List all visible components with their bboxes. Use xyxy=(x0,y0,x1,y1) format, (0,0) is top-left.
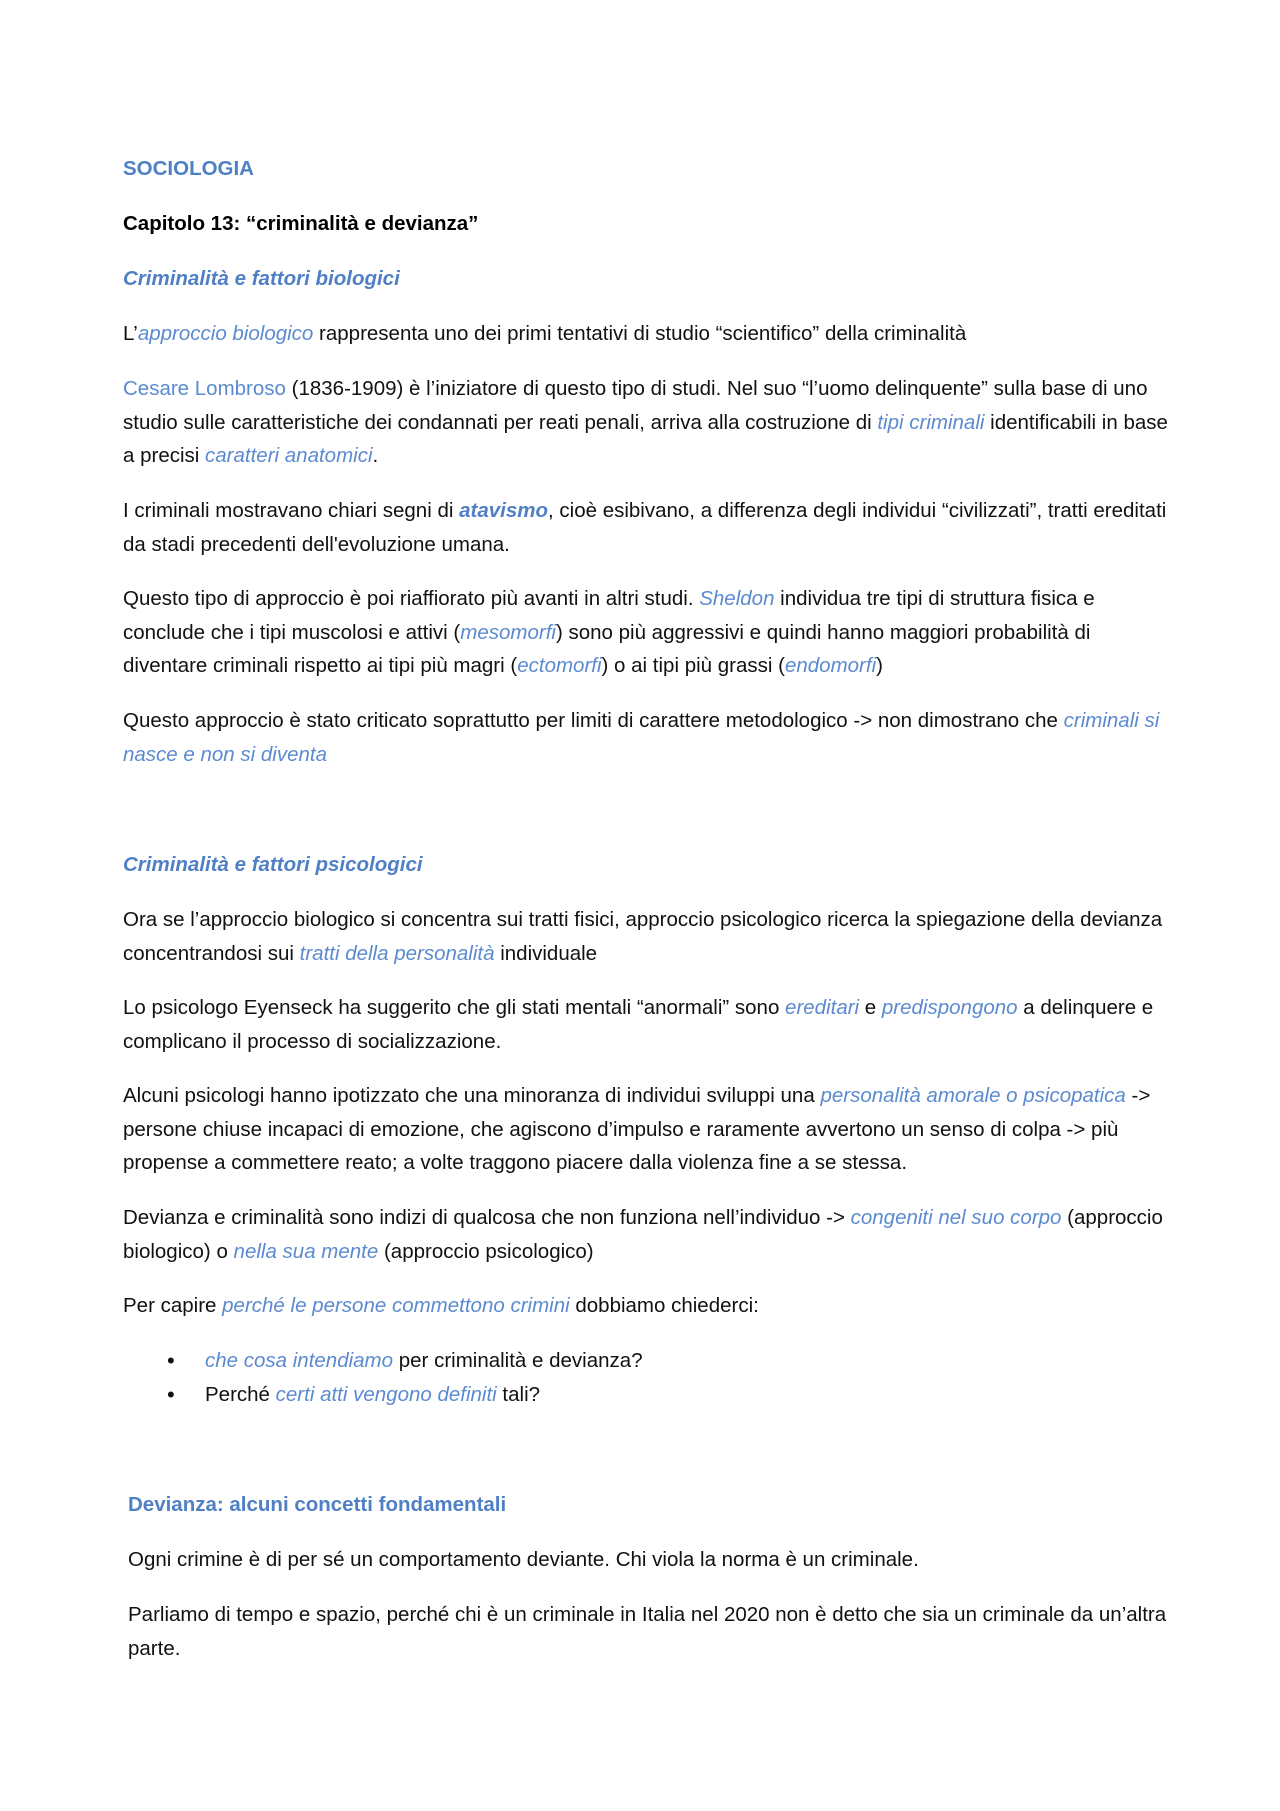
document-title: SOCIOLOGIA xyxy=(123,157,254,180)
section-heading-biologici: Criminalità e fattori biologici xyxy=(123,267,400,290)
highlight-term: perché le persone commettono crimini xyxy=(222,1294,570,1317)
chapter-title: Capitolo 13: “criminalità e devianza” xyxy=(123,212,479,235)
highlight-term: personalità amorale o psicopatica xyxy=(820,1084,1126,1107)
paragraph: Parliamo di tempo e spazio, perché chi è un criminale in Italia nel 2020 non è detto che sia un criminale da un’altra parte. xyxy=(128,1603,1167,1660)
highlight-term: caratteri anatomici xyxy=(205,444,373,467)
highlight-term: Cesare Lombroso xyxy=(123,377,286,400)
highlight-term: nella sua mente xyxy=(233,1239,379,1263)
highlight-term: endomorfi xyxy=(784,654,877,677)
highlight-term: atavismo xyxy=(459,499,548,522)
highlight-term: predispongono xyxy=(881,996,1018,1019)
highlight-term: ereditari xyxy=(785,996,860,1019)
highlight-term: approccio biologico xyxy=(137,322,314,345)
paragraph: Cesare Lombroso (1836-1909) è l’iniziatore di questo tipo di studi. Nel suo “l’uomo delinquente” sulla base di uno studio sulle caratteristiche dei condannati per reati penali, arriva alla costruzione di tipi criminali identificabili in base a precisi caratteri anatomici. xyxy=(123,377,1168,467)
paragraph: Ogni crimine è di per sé un comportamento deviante. Chi viola la norma è un criminale. xyxy=(128,1548,919,1571)
highlight-term: congeniti nel suo corpo xyxy=(850,1206,1062,1229)
highlight-term: criminali si nasce e non si diventa xyxy=(123,709,1160,766)
paragraph: Alcuni psicologi hanno ipotizzato che una minoranza di individui sviluppi una personalità amorale o psicopatica -> persone chiuse incapaci di emozione, che agiscono d’impulso e raramente avvertono un senso di colpa -> più propense a commettere reato; a volte traggono piacere dalla violenza fine a se stessa. xyxy=(123,1084,1151,1174)
list-item: • che cosa intendiamo per criminalità e devianza? xyxy=(123,1344,1173,1378)
highlight-term: Sheldon xyxy=(699,587,775,610)
bullet-icon: • xyxy=(167,1348,175,1373)
paragraph: Lo psicologo Eyenseck ha suggerito che gli stati mentali “anormali” sono ereditari e predispongono a delinquere e complicano il processo di socializzazione. xyxy=(123,996,1154,1053)
bullet-list xyxy=(123,1344,1173,1411)
paragraph: Per capire perché le persone commettono crimini dobbiamo chiederci: xyxy=(123,1294,759,1317)
paragraph: Questo tipo di approccio è poi riaffiorato più avanti in altri studi. Sheldon individua tre tipi di struttura fisica e conclude che i tipi muscolosi e attivi (mesomorfi) sono più aggressivi e quindi hanno maggiori probabilità di diventare criminali rispetto ai tipi più magri (ectomorfi) o ai tipi più grassi (endomorfi) xyxy=(123,587,1095,677)
highlight-term: certi atti vengono definiti xyxy=(275,1382,497,1406)
highlight-term: tratti della personalità xyxy=(299,941,495,965)
paragraph: Devianza e criminalità sono indizi di qualcosa che non funziona nell’individuo -> congeniti nel suo corpo (approccio biologico) o nella sua mente (approccio psicologico) xyxy=(123,1206,1163,1263)
highlight-term: ectomorfi xyxy=(517,654,602,677)
paragraph: L’approccio biologico rappresenta uno dei primi tentativi di studio “scientifico” della criminalità xyxy=(123,322,967,345)
list-item: • Perché certi atti vengono definiti tali? xyxy=(123,1378,1173,1412)
paragraph: Ora se l’approccio biologico si concentra sui tratti fisici, approccio psicologico ricerca la spiegazione della devianza concentrandosi sui tratti della personalità individuale xyxy=(123,908,1163,965)
paragraph: I criminali mostravano chiari segni di atavismo, cioè esibivano, a differenza degli individui “civilizzati”, tratti ereditati da stadi precedenti dell'evoluzione umana. xyxy=(123,499,1167,556)
paragraph: Questo approccio è stato criticato soprattutto per limiti di carattere metodologico -> non dimostrano che criminali si nasce e non si diventa xyxy=(123,709,1160,766)
highlight-term: tipi criminali xyxy=(877,410,985,434)
highlight-term: mesomorfi xyxy=(460,620,556,644)
bullet-icon: • xyxy=(167,1381,175,1407)
section-heading-psicologici: Criminalità e fattori psicologici xyxy=(123,853,423,876)
section-heading-devianza: Devianza: alcuni concetti fondamentali xyxy=(128,1493,507,1516)
highlight-term: che cosa intendiamo xyxy=(205,1349,394,1372)
